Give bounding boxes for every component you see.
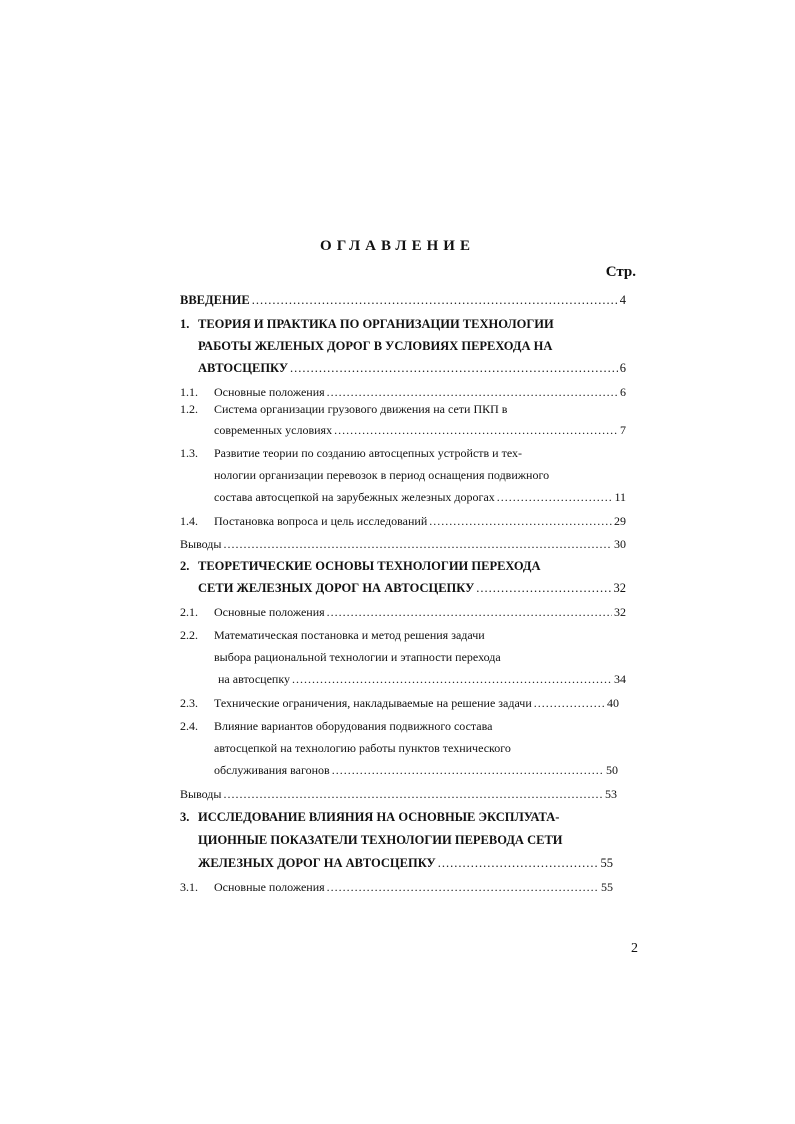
toc-section-1-2-number: 1.2. bbox=[180, 402, 198, 416]
toc-section-2-2-line2[interactable]: выбора рациональной технологии и этапности перехода bbox=[214, 650, 501, 664]
toc-section-2-2-number: 2.2. bbox=[180, 628, 198, 642]
toc-chapter-1-line3[interactable]: АВТОСЦЕПКУ ..... 6 bbox=[198, 360, 626, 376]
toc-chapter-2-line2[interactable]: СЕТИ ЖЕЛЕЗНЫХ ДОРОГ НА АВТОСЦЕПКУ ..... 32 bbox=[198, 580, 626, 596]
toc-section-1-4-number: 1.4. bbox=[180, 514, 198, 528]
toc-chapter-3-number: 3. bbox=[180, 810, 190, 824]
toc-section-1-1[interactable]: Основные положения ..... 6 bbox=[214, 384, 626, 400]
toc-section-2-3-number: 2.3. bbox=[180, 696, 198, 710]
toc-entry-intro[interactable]: ВВЕДЕНИЕ ..... 4 bbox=[180, 292, 626, 308]
page-column-header: Стр. bbox=[605, 264, 636, 280]
toc-section-2-4-line3[interactable]: обслуживания вагонов ..... 50 bbox=[214, 762, 618, 778]
toc-conclusions-2[interactable]: Выводы ..... 53 bbox=[180, 786, 617, 802]
toc-chapter-3-line3[interactable]: ЖЕЛЕЗНЫХ ДОРОГ НА АВТОСЦЕПКУ ..... 55 bbox=[198, 855, 613, 871]
toc-conclusions-1[interactable]: Выводы ..... 30 bbox=[180, 536, 626, 552]
toc-chapter-2-number: 2. bbox=[180, 559, 190, 573]
toc-chapter-3-line2[interactable]: ЦИОННЫЕ ПОКАЗАТЕЛИ ТЕХНОЛОГИИ ПЕРЕВОДА СЕТИ bbox=[198, 833, 563, 847]
toc-chapter-1-line1[interactable]: ТЕОРИЯ И ПРАКТИКА ПО ОРГАНИЗАЦИИ ТЕХНОЛОГИИ bbox=[198, 317, 554, 331]
toc-section-2-4-number: 2.4. bbox=[180, 719, 198, 733]
toc-chapter-2-line1[interactable]: ТЕОРЕТИЧЕСКИЕ ОСНОВЫ ТЕХНОЛОГИИ ПЕРЕХОДА bbox=[198, 559, 541, 573]
toc-section-1-4[interactable]: Постановка вопроса и цель исследований ..... 29 bbox=[214, 513, 626, 529]
toc-section-1-1-number: 1.1. bbox=[180, 385, 198, 399]
toc-section-2-4-line2[interactable]: автосцепкой на технологию работы пунктов технического bbox=[214, 741, 511, 755]
document-title: ОГЛАВЛЕНИЕ bbox=[320, 238, 475, 254]
toc-section-1-2-line2[interactable]: современных условиях ..... 7 bbox=[214, 422, 626, 438]
toc-section-1-3-line3[interactable]: состава автосцепкой на зарубежных железных дорогах ..... 11 bbox=[214, 489, 626, 505]
toc-chapter-3-line1[interactable]: ИССЛЕДОВАНИЕ ВЛИЯНИЯ НА ОСНОВНЫЕ ЭКСПЛУАТА- bbox=[198, 810, 560, 824]
toc-section-2-3[interactable]: Технические ограничения, накладываемые на решение задачи ..... 40 bbox=[214, 695, 619, 711]
toc-section-1-2-line1[interactable]: Система организации грузового движения на сети ПКП в bbox=[214, 402, 508, 416]
toc-section-1-3-line2[interactable]: нологии организации перевозок в период оснащения подвижного bbox=[214, 468, 550, 482]
toc-section-2-2-line3[interactable]: на автосцепку ..... 34 bbox=[218, 671, 626, 687]
toc-section-2-2-line1[interactable]: Математическая постановка и метод решения задачи bbox=[214, 628, 485, 642]
toc-section-3-1[interactable]: Основные положения ..... 55 bbox=[214, 879, 613, 895]
toc-section-2-1-number: 2.1. bbox=[180, 605, 198, 619]
toc-section-1-3-number: 1.3. bbox=[180, 446, 198, 460]
toc-section-1-3-line1[interactable]: Развитие теории по созданию автосцепных устройств и тех- bbox=[214, 446, 523, 460]
page-number: 2 bbox=[631, 941, 638, 956]
toc-section-3-1-number: 3.1. bbox=[180, 880, 198, 894]
toc-section-2-4-line1[interactable]: Влияние вариантов оборудования подвижного состава bbox=[214, 719, 493, 733]
toc-chapter-1-line2[interactable]: РАБОТЫ ЖЕЛЕНЫХ ДОРОГ В УСЛОВИЯХ ПЕРЕХОДА НА bbox=[198, 339, 553, 353]
toc-chapter-1-number: 1. bbox=[180, 317, 190, 331]
toc-section-2-1[interactable]: Основные положения ..... 32 bbox=[214, 604, 626, 620]
